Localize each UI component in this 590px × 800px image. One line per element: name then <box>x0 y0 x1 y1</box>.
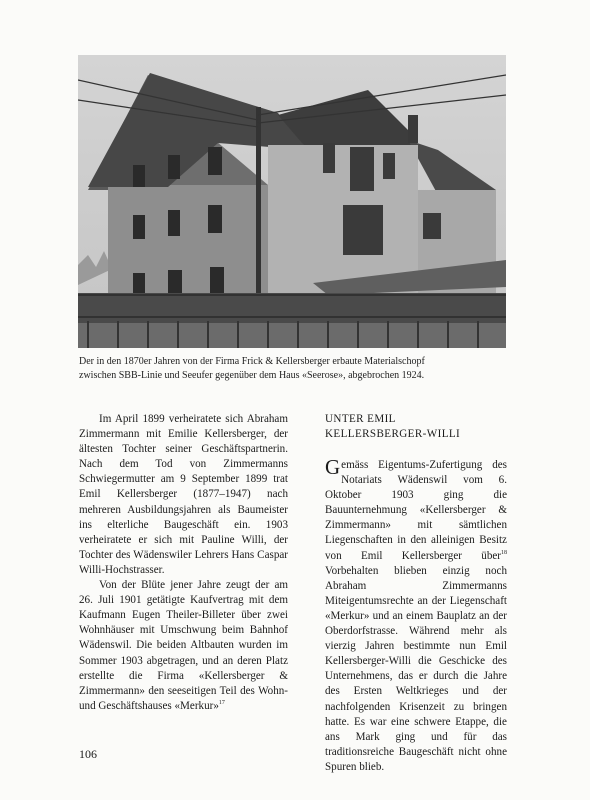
section-heading <box>325 412 507 442</box>
photograph-building-icon <box>78 55 506 348</box>
paragraph <box>325 455 507 775</box>
page-number: 106 <box>79 747 97 761</box>
paragraph: Im April 1899 verheiratete sich Abraham Zimmermann mit Emilie Kellersberger, der ältesten Tochter seiner Geschäftspartnerin. Nach dem Tod von Zimmermanns Schwiegermutter am 9 September 1899 trat Emil Kellersberger (1877–1947) nach mehreren Ausbildungsjahren als Baumeister ins elterliche Baugeschäft ein. 1903 verheiratete er sich mit Pauline Willi, der Tochter des Wädenswiler Lehrers Hans Caspar Willi-Hochstrasser. <box>79 413 288 576</box>
paragraph-text: Vorbehalten blieben einzig noch Abraham Zimmermanns Miteigentumsrechte an der Liegenschaft «Merkur» und an einem Bauplatz an der Oberdorfstrasse. Während mehr als vierzig Jahren bestimmte nun Emil Kellersberger-Willi die Geschicke des Unternehmens, das er durch die Jahre des Ersten Weltkrieges und der nachfolgenden Krisenzeit zu bringen hatte. Es war eine schwere Etappe, die ans Mark ging und für das traditionsreiche Baugeschäft nicht ohne Spuren blieb. <box>325 564 507 773</box>
right-text-column <box>325 412 507 775</box>
caption-line: zwischen SBB-Linie und Seeufer gegenüber dem Haus «Seerose», abgebrochen 1924. <box>79 369 425 381</box>
historic-photograph <box>78 55 506 348</box>
paragraph-text: Von der Blüte jener Jahre zeugt der am 26. Juli 1901 getätigte Kaufvertrag mit dem Kaufmann Eugen Theiler-Billeter über zwei Wohnhäuser mit Umschwung beim Bahnhof Wädenswil. Die beiden Altbauten wurden im Sommer 1903 abgetragen, und an deren Platz erstellte die Firma «Kellersberger & Zimmermann» den seeseitigen Teil des Wohn- und Geschäftshauses «Merkur» <box>79 579 288 712</box>
caption-line: Der in den 1870er Jahren von der Firma Frick & Kellersberger erbaute Materialschopf <box>79 356 425 367</box>
paragraph-text: emäss Eigentums-Zufertigung des Notariats Wädenswil vom 6. Oktober 1903 ging die Bauunternehmung «Kellersberger & Zimmermann» mit sämtlichen Liegenschaften in den alleinigen Besitz von Emil Kellersberger über <box>325 459 507 562</box>
footnote-marker: 18 <box>501 549 507 556</box>
heading-line: KELLERSBERGER-WILLI <box>325 428 461 440</box>
left-text-column <box>79 412 288 714</box>
heading-line: UNTER EMIL <box>325 413 396 425</box>
photo-caption <box>79 355 509 382</box>
drop-cap: G <box>325 455 341 479</box>
footnote-marker: 17 <box>218 699 225 706</box>
paragraph <box>79 578 288 714</box>
